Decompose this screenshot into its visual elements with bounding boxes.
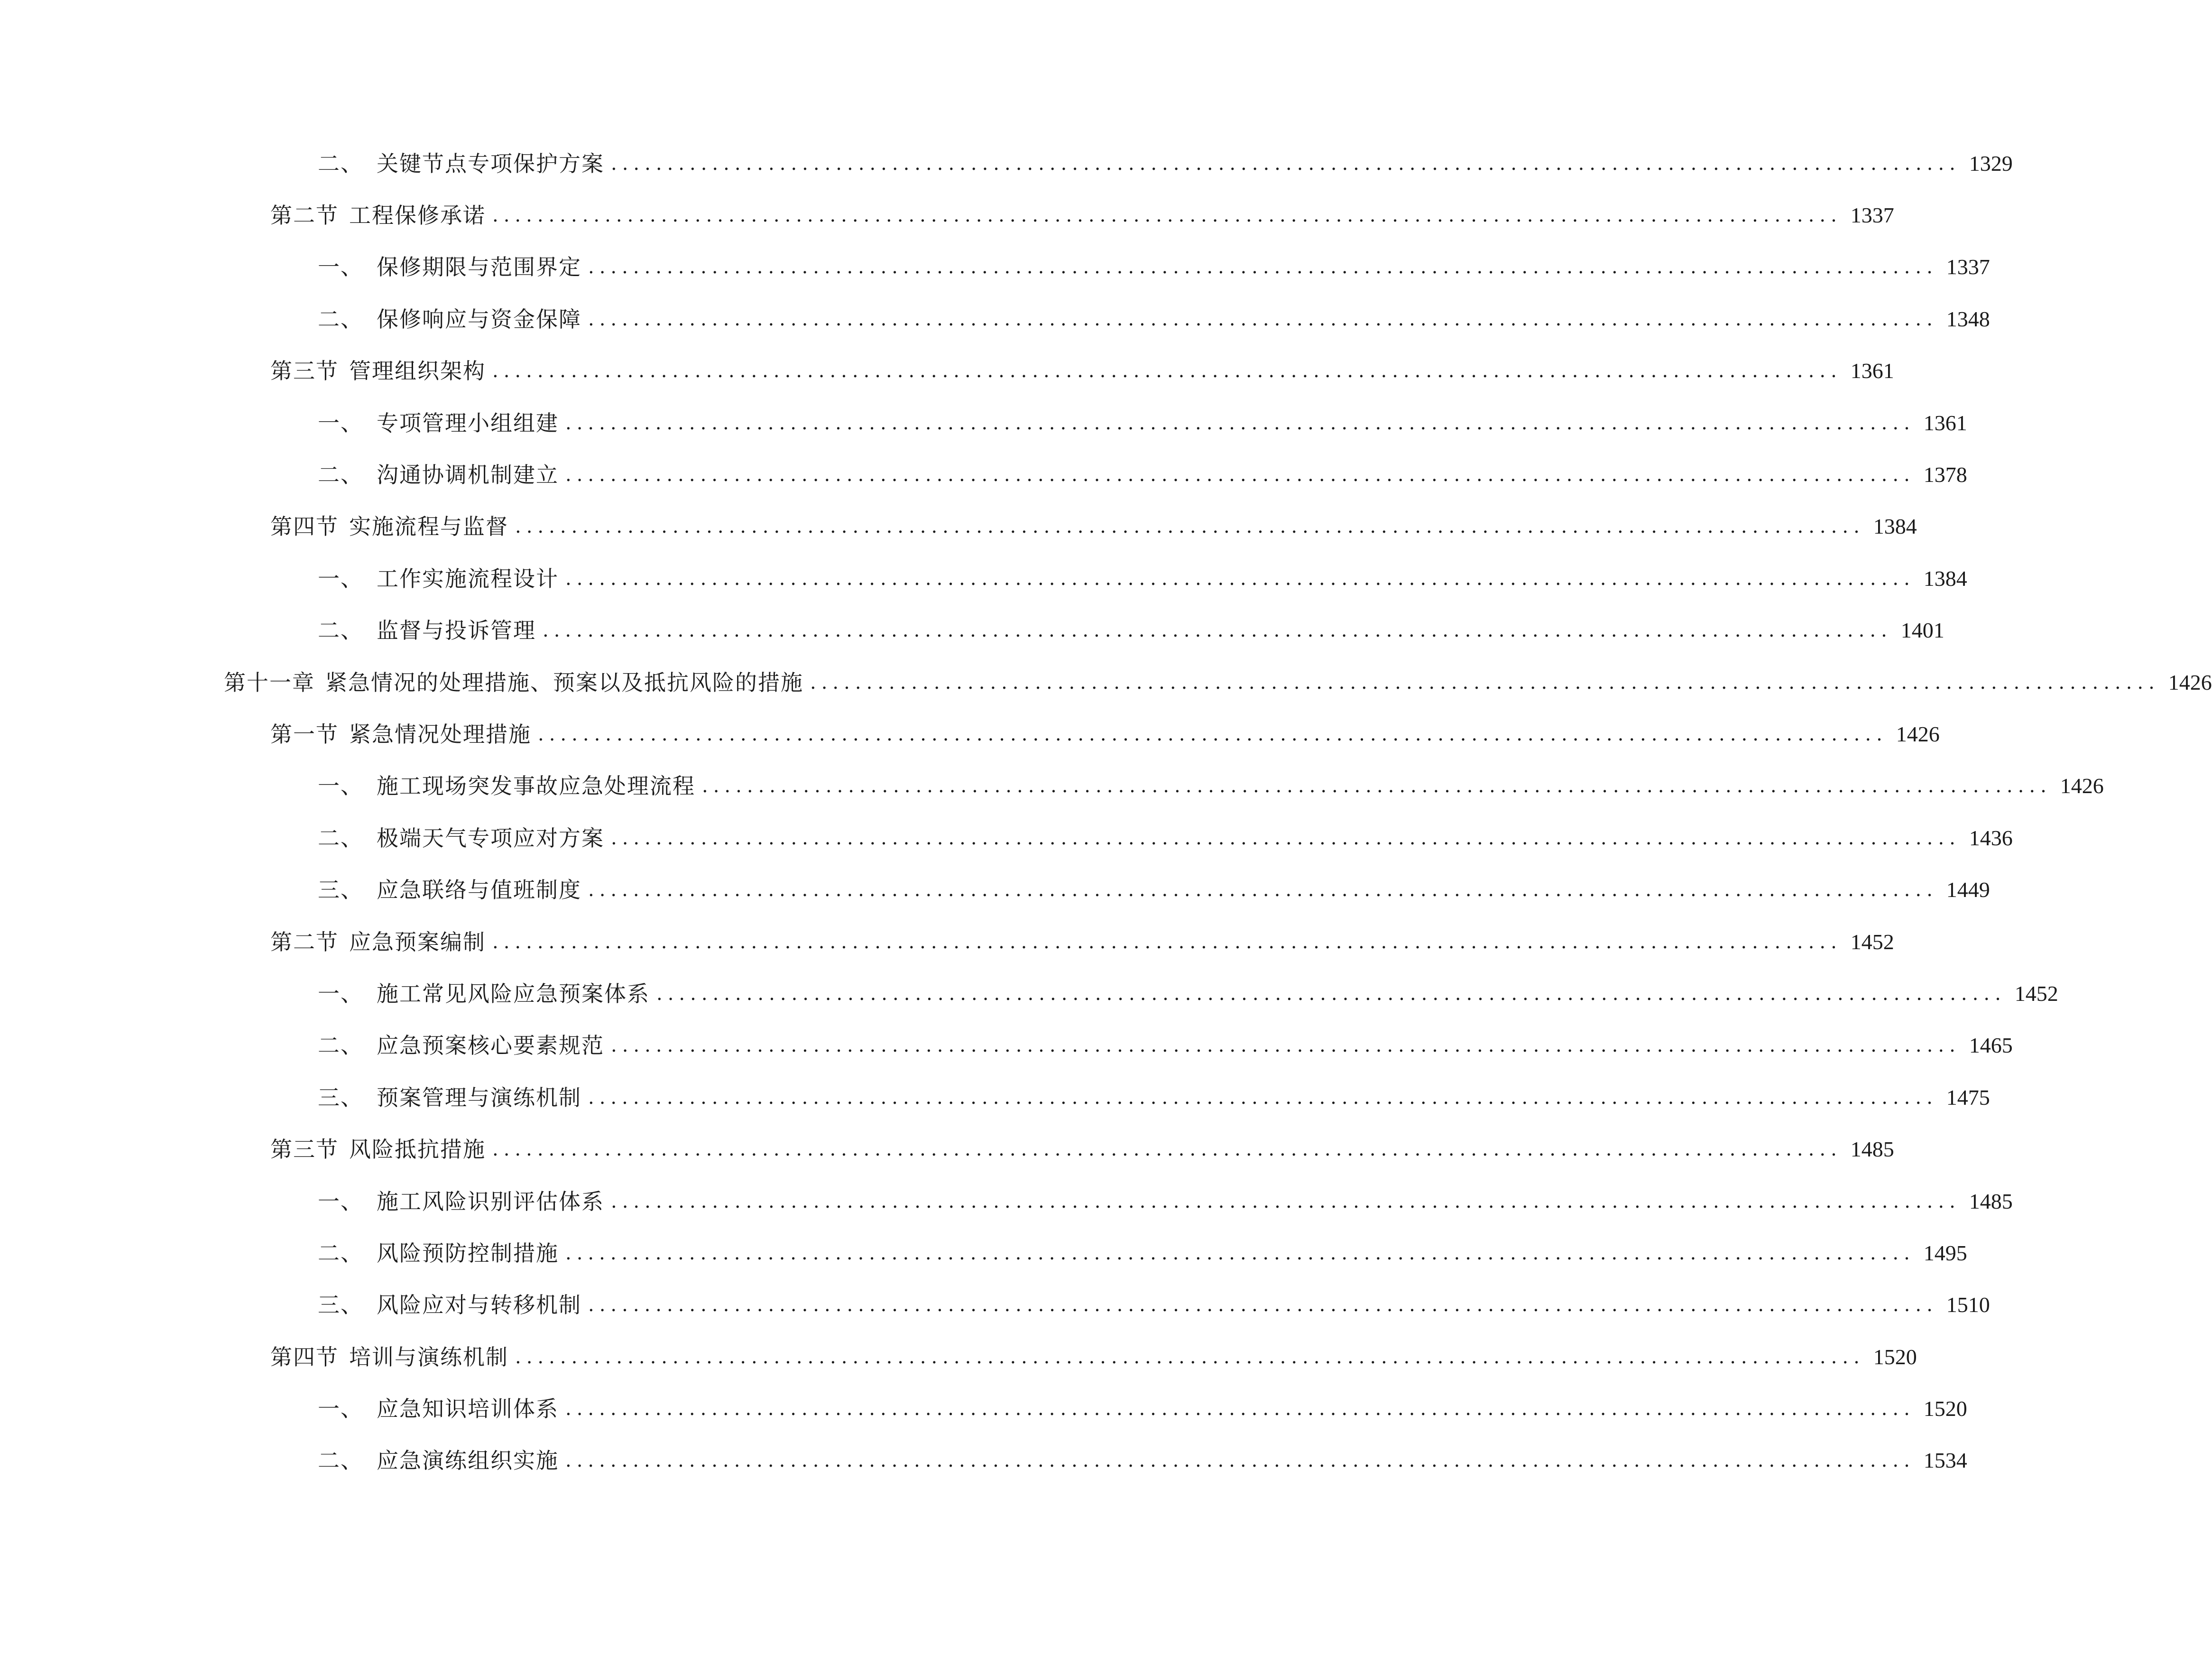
toc-entry-title	[270, 723, 531, 745]
toc-page-number: 1520	[1923, 1396, 1967, 1421]
toc-leader-dots: ........................................................................................................................	[565, 464, 1915, 486]
toc-entry-title	[318, 1033, 604, 1059]
toc-entry-title	[224, 669, 803, 695]
toc-entry-title	[318, 879, 581, 901]
toc-entry[interactable]	[0, 1227, 1967, 1279]
toc-leader-dots: ........................................................................................................................	[565, 567, 1915, 590]
toc-leader-dots: ........................................................................................................................	[810, 671, 2160, 693]
toc-entry-title	[270, 203, 486, 229]
toc-page-number: 1337	[1946, 255, 1990, 279]
toc-page-number: 1485	[1969, 1189, 2013, 1213]
toc-entry[interactable]	[0, 656, 2212, 708]
toc-entry-title	[318, 150, 604, 176]
toc-entry-text: 紧急情况处理措施	[349, 721, 531, 747]
toc-leader-dots: ........................................................................................................................	[611, 152, 1961, 175]
toc-entry[interactable]	[0, 916, 1894, 968]
toc-entry[interactable]	[0, 241, 1990, 293]
toc-entry-number: 第十一章	[224, 669, 315, 695]
toc-leader-dots: ........................................................................................................................	[565, 412, 1915, 434]
toc-entry-text: 施工风险识别评估体系	[377, 1188, 604, 1214]
toc-page-number: 1361	[1923, 410, 1967, 435]
toc-leader-dots: ........................................................................................................................	[515, 516, 1865, 538]
toc-entry-text: 预案管理与演练机制	[377, 1084, 581, 1110]
toc-page-number: 1337	[1850, 203, 1894, 228]
toc-leader-dots: ........................................................................................................................	[492, 1138, 1842, 1161]
toc-entry[interactable]	[0, 449, 1967, 500]
toc-entry-text: 专项管理小组组建	[377, 410, 559, 436]
toc-page-number: 1485	[1850, 1137, 1894, 1162]
toc-leader-dots: ........................................................................................................................	[492, 931, 1842, 953]
toc-page-number: 1495	[1923, 1240, 1967, 1265]
toc-entry-title	[318, 827, 604, 849]
toc-entry-text: 监督与投诉管理	[377, 618, 536, 644]
toc-entry-number: 第四节	[270, 1344, 339, 1370]
toc-entry-title	[318, 618, 536, 644]
toc-entry[interactable]	[0, 1123, 1894, 1175]
toc-entry-text: 关键节点专项保护方案	[377, 150, 604, 176]
toc-leader-dots: ........................................................................................................................	[611, 827, 1961, 849]
toc-entry[interactable]	[0, 189, 1894, 241]
toc-entry-text: 实施流程与监督	[349, 514, 508, 540]
toc-entry-title	[318, 1398, 559, 1420]
toc-entry-number: 第一节	[270, 721, 339, 747]
toc-leader-dots: ........................................................................................................................	[702, 775, 2052, 797]
toc-entry-number: 第二节	[270, 929, 339, 955]
toc-entry[interactable]	[0, 501, 1917, 553]
toc-entry-number: 一、	[318, 565, 363, 592]
toc-entry-text: 应急知识培训体系	[377, 1396, 559, 1422]
toc-page-number: 1436	[1969, 825, 2013, 850]
toc-leader-dots: ........................................................................................................................	[588, 256, 1938, 278]
toc-entry-text: 保修期限与范围界定	[377, 254, 581, 280]
toc-entry-title	[318, 980, 650, 1007]
toc-entry-text: 紧急情况的处理措施、预案以及抵抗风险的措施	[325, 669, 803, 695]
toc-entry[interactable]	[0, 968, 2058, 1019]
toc-entry-number: 一、	[318, 1188, 363, 1214]
toc-entry[interactable]	[0, 1331, 1917, 1383]
toc-entry-number: 第三节	[270, 1137, 339, 1163]
toc-entry-number: 三、	[318, 1084, 363, 1110]
toc-page-number: 1475	[1946, 1085, 1990, 1109]
toc-leader-dots: ........................................................................................................................	[588, 879, 1938, 901]
toc-entry-number: 一、	[318, 773, 363, 799]
toc-entry[interactable]	[0, 708, 1940, 760]
toc-entry-text: 极端天气专项应对方案	[377, 825, 604, 851]
toc-entry-text: 培训与演练机制	[349, 1344, 508, 1370]
toc-entry-title	[318, 1242, 559, 1264]
toc-entry-number: 二、	[318, 1240, 363, 1266]
toc-entry-number: 二、	[318, 1033, 363, 1059]
toc-leader-dots: ........................................................................................................................	[565, 1398, 1915, 1420]
toc-leader-dots: ........................................................................................................................	[611, 1190, 1961, 1212]
toc-entry-number: 三、	[318, 1292, 363, 1318]
toc-page-number: 1426	[1896, 721, 1940, 746]
toc-entry-text: 管理组织架构	[349, 358, 486, 384]
toc-entry[interactable]	[0, 293, 1990, 345]
toc-entry-text: 工程保修承诺	[349, 203, 486, 229]
toc-entry-text: 应急演练组织实施	[377, 1448, 559, 1474]
toc-entry-number: 三、	[318, 877, 363, 903]
toc-entry[interactable]	[0, 864, 1990, 915]
toc-page-number: 1465	[1969, 1033, 2013, 1058]
toc-entry-number: 一、	[318, 1396, 363, 1422]
toc-entry-title	[318, 1188, 604, 1214]
toc-page-number: 1449	[1946, 878, 1990, 902]
toc-entry-number: 第四节	[270, 514, 339, 540]
toc-entry-title	[270, 360, 486, 382]
toc-entry-title	[318, 412, 559, 434]
toc-entry-title	[270, 1137, 486, 1163]
toc-entry[interactable]	[0, 553, 1967, 604]
toc-entry-number: 第二节	[270, 203, 339, 229]
toc-entry-text: 施工常见风险应急预案体系	[377, 980, 650, 1007]
toc-entry-title	[318, 256, 581, 278]
toc-entry-text: 沟通协调机制建立	[377, 462, 559, 488]
toc-page-number: 1510	[1946, 1293, 1990, 1317]
toc-entry-number: 二、	[318, 825, 363, 851]
toc-leader-dots: ........................................................................................................................	[588, 1086, 1938, 1109]
toc-entry[interactable]	[0, 138, 2013, 189]
toc-entry-text: 应急联络与值班制度	[377, 877, 581, 903]
table-of-contents	[0, 138, 2212, 1487]
toc-entry[interactable]	[0, 1072, 1990, 1123]
toc-page-number: 1452	[1850, 929, 1894, 954]
toc-entry-text: 应急预案核心要素规范	[377, 1033, 604, 1059]
toc-entry-title	[318, 565, 559, 592]
toc-entry[interactable]	[0, 397, 1967, 449]
toc-entry-title	[270, 931, 486, 953]
toc-entry-title	[318, 1294, 581, 1316]
toc-entry-number: 二、	[318, 306, 363, 332]
toc-entry[interactable]	[0, 1175, 2013, 1227]
toc-entry[interactable]	[0, 760, 2104, 812]
toc-entry[interactable]	[0, 345, 1894, 397]
toc-entry-number: 二、	[318, 150, 363, 176]
toc-entry-number: 二、	[318, 1448, 363, 1474]
toc-page-number: 1426	[2060, 774, 2104, 798]
toc-page-number: 1426	[2168, 670, 2212, 694]
toc-entry-text: 施工现场突发事故应急处理流程	[377, 773, 695, 799]
toc-leader-dots: ........................................................................................................................	[515, 1346, 1865, 1368]
toc-page-number: 1452	[2014, 981, 2058, 1006]
toc-entry-text: 风险抵抗措施	[349, 1137, 486, 1163]
toc-entry[interactable]	[0, 1279, 1990, 1331]
toc-leader-dots: ........................................................................................................................	[588, 308, 1938, 330]
toc-page-number: 1348	[1946, 306, 1990, 331]
toc-entry-number: 二、	[318, 618, 363, 644]
toc-leader-dots: ........................................................................................................................	[492, 360, 1842, 382]
toc-entry-title	[270, 514, 508, 540]
toc-entry-number: 第三节	[270, 358, 339, 384]
toc-entry[interactable]	[0, 605, 1945, 656]
toc-entry-title	[318, 1448, 559, 1474]
toc-entry[interactable]	[0, 812, 2013, 864]
toc-leader-dots: ........................................................................................................................	[611, 1035, 1961, 1057]
toc-entry-text: 风险预防控制措施	[377, 1240, 559, 1266]
toc-entry-title	[318, 775, 695, 797]
toc-page-number: 1534	[1923, 1448, 1967, 1473]
toc-entry-text: 风险应对与转移机制	[377, 1292, 581, 1318]
toc-leader-dots: ........................................................................................................................	[565, 1242, 1915, 1264]
toc-entry-number: 二、	[318, 462, 363, 488]
toc-entry-text: 保修响应与资金保障	[377, 306, 581, 332]
toc-page-number: 1384	[1873, 514, 1917, 539]
toc-entry-title	[318, 1084, 581, 1110]
toc-page-number: 1361	[1850, 359, 1894, 383]
toc-leader-dots: ........................................................................................................................	[538, 723, 1888, 745]
toc-page-number: 1401	[1900, 618, 1945, 643]
toc-leader-dots: ........................................................................................................................	[565, 1450, 1915, 1472]
toc-entry-number: 一、	[318, 410, 363, 436]
toc-entry[interactable]	[0, 1435, 1967, 1487]
toc-entry[interactable]	[0, 1383, 1967, 1434]
toc-entry-title	[318, 464, 559, 486]
toc-leader-dots: ........................................................................................................................	[492, 204, 1842, 227]
toc-entry-title	[318, 308, 581, 330]
toc-entry-number: 一、	[318, 980, 363, 1007]
toc-leader-dots: ........................................................................................................................	[543, 619, 1892, 642]
toc-page-number: 1384	[1923, 566, 1967, 591]
toc-page-number: 1329	[1969, 151, 2013, 176]
toc-leader-dots: ........................................................................................................................	[588, 1294, 1938, 1316]
toc-page-number: 1520	[1873, 1344, 1917, 1369]
toc-leader-dots: ........................................................................................................................	[656, 982, 2006, 1005]
toc-entry-number: 一、	[318, 254, 363, 280]
toc-entry-text: 工作实施流程设计	[377, 565, 559, 592]
toc-entry[interactable]	[0, 1020, 2013, 1072]
toc-entry-title	[270, 1346, 508, 1368]
toc-page-number: 1378	[1923, 462, 1967, 487]
toc-entry-text: 应急预案编制	[349, 929, 486, 955]
